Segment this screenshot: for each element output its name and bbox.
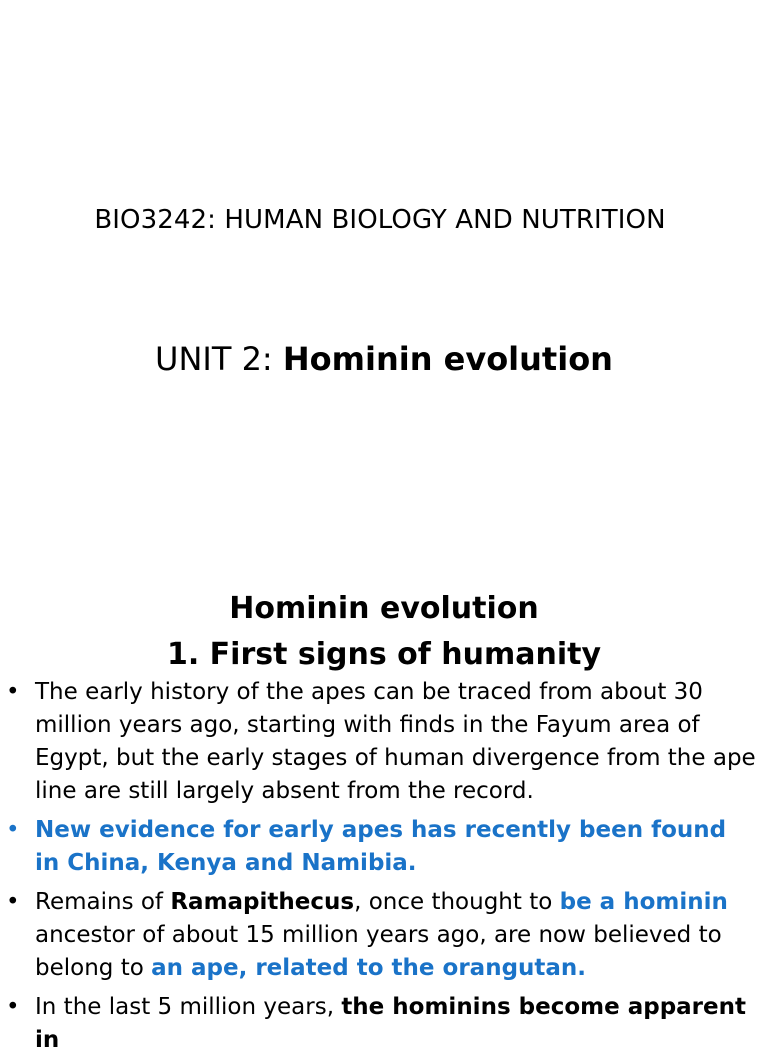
bullet-list <box>0 676 768 1063</box>
bullet-text: The early history of the apes can be traced from about 30 million years ago, starting with finds in the Fayum area of Egypt, but the early stages of human divergence from the ape line are still largely absent from the record. <box>35 679 756 804</box>
bullet-icon: • <box>6 994 20 1020</box>
bullet-text-part: In the last 5 million years, <box>35 994 342 1020</box>
bullet-bold-term: Ramapithecus <box>170 889 355 915</box>
bullet-highlight: be a hominin <box>559 889 728 915</box>
slide-title-line-2: 1. First signs of humanity <box>166 637 602 672</box>
bullet-highlight: an ape, related to the orangutan. <box>151 955 587 981</box>
bullet-item-new-evidence <box>0 814 768 880</box>
bullet-text-part: ancestor of about 15 million years ago, are now believed to belong to <box>35 922 722 981</box>
bullet-item-ramapithecus <box>0 886 768 985</box>
bullet-item-last-5-million <box>0 991 768 1057</box>
content-slide <box>0 576 768 1053</box>
bullet-text-part: , once thought to <box>354 889 560 915</box>
bullet-text-part: Remains of <box>35 889 171 915</box>
bullet-icon: • <box>6 889 20 915</box>
slide-title <box>0 586 768 678</box>
bullet-icon: • <box>6 817 20 843</box>
unit-name: Hominin evolution <box>282 340 613 378</box>
bullet-icon: • <box>6 679 20 705</box>
bullet-item-early-history <box>0 676 768 808</box>
unit-title <box>0 340 768 378</box>
bullet-text: New evidence for early apes has recently been found in China, Kenya and Namibia. <box>35 817 727 876</box>
course-title: BIO3242: HUMAN BIOLOGY AND NUTRITION <box>94 205 666 235</box>
unit-prefix: UNIT 2: <box>155 340 283 378</box>
bullet-bold-term: the hominins become apparent in <box>35 994 746 1053</box>
slide-title-line-1: Hominin evolution <box>229 591 539 626</box>
